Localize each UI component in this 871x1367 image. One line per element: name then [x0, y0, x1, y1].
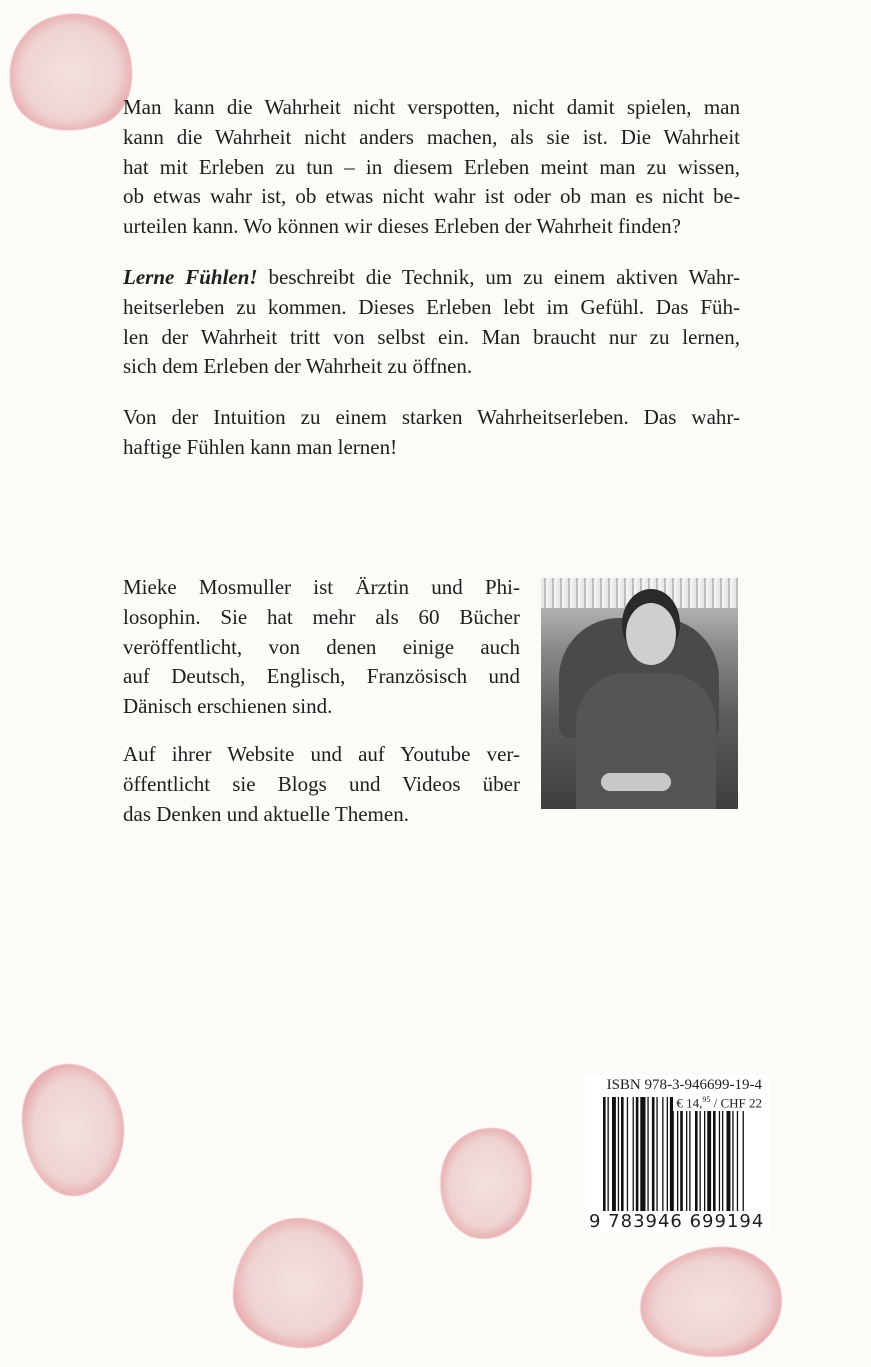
barcode-bar: [677, 1097, 678, 1215]
text-line: haftige Fühlen kann man lernen!: [123, 434, 398, 459]
text-line: auf Deutsch, Englisch, Französisch und: [123, 664, 520, 689]
text-line: ob etwas wahr ist, ob etwas nicht wahr ist oder ob man es nicht be-: [123, 184, 740, 209]
barcode-bar: [647, 1097, 648, 1215]
blurb-paragraph-2: [123, 263, 740, 382]
barcode-bar: [662, 1097, 663, 1215]
barcode-digits: 9 783946 699194: [589, 1211, 765, 1232]
isbn-number: ISBN 978-3-946699-19-4: [606, 1077, 762, 1093]
text-line: öffentlicht sie Blogs und Videos über: [123, 771, 520, 796]
bookshelf: [541, 578, 738, 608]
barcode-bar: [719, 1097, 720, 1215]
barcode-bar: [737, 1097, 738, 1215]
blurb-paragraph-3: [123, 403, 740, 463]
text-line: Von der Intuition zu einem starken Wahrheitserleben. Das wahr-: [123, 405, 740, 429]
author-photo: [541, 578, 738, 809]
text-line: len der Wahrheit tritt von selbst ein. Man braucht nur zu lernen,: [123, 324, 740, 349]
rose-petal: [431, 1120, 541, 1246]
barcode-bar: [621, 1097, 624, 1215]
face: [626, 603, 676, 665]
text-line: urteilen kann. Wo können wir dieses Erleben der Wahrheit finden?: [123, 214, 681, 239]
hands: [601, 773, 671, 791]
barcode-bar: [656, 1097, 657, 1215]
barcode-bar: [686, 1097, 687, 1215]
barcode-bar: [667, 1097, 668, 1215]
barcode-bar: [612, 1097, 616, 1215]
book-title: Lerne Fühlen!: [123, 265, 258, 289]
text-line: Man kann die Wahrheit nicht verspotten, nicht damit spielen, man: [123, 95, 740, 119]
text-line: Dänisch erschienen sind.: [123, 694, 333, 719]
barcode-bar: [732, 1097, 733, 1215]
price-chf: / CHF 22: [710, 1095, 762, 1111]
barcode-bar: [608, 1097, 609, 1215]
text-line: das Denken und aktuelle Themen.: [123, 801, 409, 826]
barcode-bar: [727, 1097, 731, 1215]
blurb-paragraph-1: [123, 93, 740, 242]
text-fragment: beschreibt die Technik, um zu einem aktiven Wahr-: [257, 265, 740, 289]
author-bio-1: [123, 573, 520, 722]
text-line: losophin. Sie hat mehr als 60 Bücher: [123, 604, 520, 629]
barcode-bar: [680, 1097, 683, 1215]
rose-petal: [22, 1064, 124, 1196]
barcode-bar: [603, 1097, 606, 1215]
barcode-bar: [743, 1097, 744, 1215]
barcode-bar: [636, 1097, 639, 1215]
text-line: sich dem Erleben der Wahrheit zu öffnen.: [123, 354, 473, 379]
text-line: kann die Wahrheit nicht anders machen, als sie ist. Die Wahrheit: [123, 124, 740, 149]
barcode-bar: [618, 1097, 619, 1215]
price-euro: € 14,: [676, 1095, 703, 1111]
text-line: heitserleben zu kommen. Dieses Erleben lebt im Gefühl. Das Füh-: [123, 294, 740, 319]
barcode-bar: [627, 1097, 628, 1215]
barcode-bar: [652, 1097, 655, 1215]
barcode-bar: [670, 1097, 674, 1215]
text-line: veröffentlicht, von denen einige auch: [123, 634, 520, 659]
price-cents: 95: [702, 1095, 711, 1104]
barcode-bar: [713, 1097, 716, 1215]
barcode-bar: [722, 1097, 723, 1215]
text-line: Auf ihrer Website und auf Youtube ver-: [123, 742, 520, 766]
barcode-bar: [700, 1097, 701, 1215]
text-line: hat mit Erleben zu tun – in diesem Erleben meint man zu wissen,: [123, 154, 740, 179]
barcode-bar: [704, 1097, 705, 1215]
text-line: [123, 263, 740, 293]
rose-petal: [233, 1218, 363, 1348]
rose-petal: [633, 1239, 789, 1367]
text-line: Mieke Mosmuller ist Ärztin und Phi-: [123, 575, 520, 599]
barcode-bar: [707, 1097, 711, 1215]
barcode-bar: [640, 1097, 645, 1215]
barcode-bar: [695, 1097, 698, 1215]
barcode-bar: [633, 1097, 634, 1215]
author-bio-2: [123, 740, 520, 829]
price: [673, 1095, 762, 1111]
barcode: [585, 1075, 770, 1232]
barcode-bar: [689, 1097, 690, 1215]
